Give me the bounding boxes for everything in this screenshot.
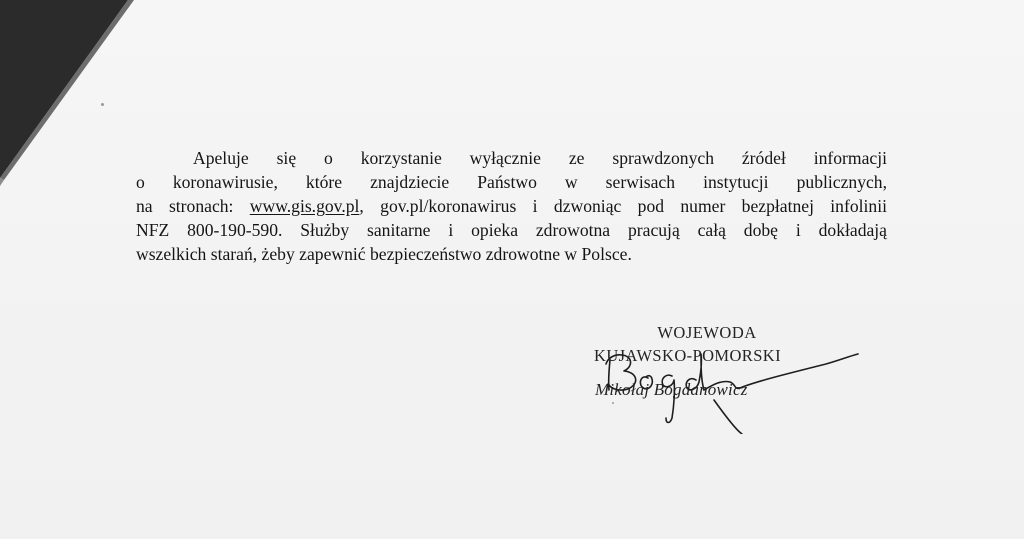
paragraph-line: Apeluje się o korzystanie wyłącznie ze sprawdzonych źródeł informacji <box>193 148 887 168</box>
paper-speck <box>101 103 104 106</box>
line-text-after-link: , gov.pl/koronawirus i dzwoniąc pod numer bezpłatnej infolinii <box>359 196 887 216</box>
line-text-before-link: na stronach: <box>136 196 250 216</box>
stamp-region: KUJAWSKO-POMORSKI <box>594 346 781 365</box>
letter-paragraph <box>136 146 887 266</box>
stamp-title: WOJEWODA <box>657 323 757 342</box>
paragraph-line: wszelkich starań, żeby zapewnić bezpieczeństwo zdrowotne w Polsce. <box>136 244 632 264</box>
official-stamp <box>585 322 825 401</box>
gis-website-link[interactable]: www.gis.gov.pl <box>249 196 360 216</box>
paper-speck <box>612 402 614 404</box>
paragraph-line: NFZ 800-190-590. Służby sanitarne i opieka zdrowotna pracują całą dobę i dokładają <box>136 220 887 240</box>
signatory-name: Mikołaj Bogdanowicz <box>595 380 748 399</box>
paragraph-line <box>136 194 887 218</box>
paragraph-line: o koronawirusie, które znajdziecie Państwo w serwisach instytucji publicznych, <box>136 172 887 192</box>
